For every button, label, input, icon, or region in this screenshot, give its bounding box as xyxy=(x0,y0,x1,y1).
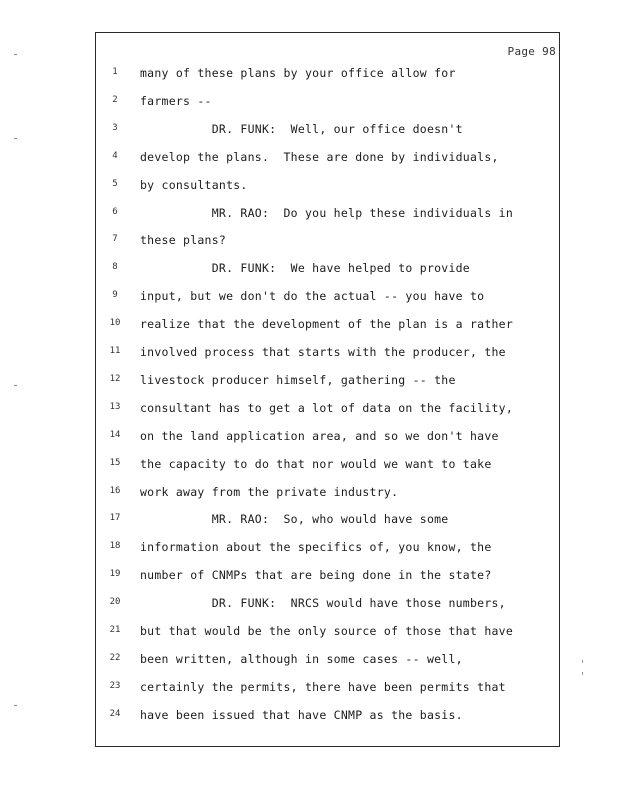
line-number: 18 xyxy=(109,541,121,552)
line-text: certainly the permits, there have been permits that xyxy=(140,679,506,694)
line-number: 5 xyxy=(112,178,118,189)
transcript-line xyxy=(0,372,618,388)
line-text: MR. RAO: So, who would have some xyxy=(140,512,449,527)
line-number: 22 xyxy=(109,652,121,663)
line-number: 19 xyxy=(109,569,121,580)
transcript-line xyxy=(0,177,618,193)
line-text: by consultants. xyxy=(140,177,248,192)
scan-mark xyxy=(14,54,17,55)
line-text: livestock producer himself, gathering -- the xyxy=(140,372,456,387)
line-text: DR. FUNK: Well, our office doesn't xyxy=(140,121,463,136)
scan-mark xyxy=(582,660,583,663)
line-number: 17 xyxy=(109,513,121,524)
transcript-line xyxy=(0,651,618,667)
line-text: work away from the private industry. xyxy=(140,484,399,499)
line-text: the capacity to do that nor would we want to take xyxy=(140,456,492,471)
line-number: 16 xyxy=(109,485,121,496)
scan-mark xyxy=(14,385,17,386)
transcript-line xyxy=(0,400,618,416)
transcript-line xyxy=(0,288,618,304)
transcript-line xyxy=(0,65,618,81)
line-number: 3 xyxy=(112,122,118,133)
transcript-line xyxy=(0,93,618,109)
line-number: 1 xyxy=(112,67,118,77)
transcript-page-frame xyxy=(95,32,560,747)
line-text: been written, although in some cases -- well, xyxy=(140,651,463,666)
line-number: 24 xyxy=(109,708,121,719)
line-text: number of CNMPs that are being done in the state? xyxy=(140,568,492,583)
scan-mark xyxy=(14,138,17,139)
line-text: farmers -- xyxy=(140,93,212,108)
line-text: MR. RAO: Do you help these individuals in xyxy=(140,205,514,220)
line-text: DR. FUNK: We have helped to provide xyxy=(140,261,470,276)
line-number: 8 xyxy=(112,262,118,273)
line-number: 20 xyxy=(109,597,121,608)
transcript-line xyxy=(0,595,618,611)
page-number: Page 98 xyxy=(507,45,556,58)
scan-mark xyxy=(582,672,583,675)
transcript-line xyxy=(0,428,618,444)
line-number: 6 xyxy=(112,206,118,217)
line-number: 12 xyxy=(109,373,121,384)
transcript-line xyxy=(0,623,618,639)
transcript-line xyxy=(0,205,618,221)
transcript-line xyxy=(0,511,618,527)
line-text: involved process that starts with the producer, the xyxy=(140,345,506,359)
line-text: have been issued that have CNMP as the basis. xyxy=(140,707,463,722)
transcript-line xyxy=(0,260,618,276)
transcript-line xyxy=(0,316,618,332)
scan-mark xyxy=(14,705,17,706)
transcript-line xyxy=(0,679,618,695)
line-text: many of these plans by your office allow for xyxy=(140,66,456,80)
line-number: 21 xyxy=(109,625,121,635)
transcript-line xyxy=(0,344,618,360)
line-text: develop the plans. These are done by individuals, xyxy=(140,149,499,164)
line-text: input, but we don't do the actual -- you have to xyxy=(140,289,485,304)
line-number: 10 xyxy=(109,318,121,329)
transcript-line xyxy=(0,456,618,472)
line-text: DR. FUNK: NRCS would have those numbers, xyxy=(140,596,506,611)
line-number: 2 xyxy=(112,94,118,105)
line-number: 4 xyxy=(112,150,118,161)
line-text: on the land application area, and so we don't have xyxy=(140,428,499,443)
line-number: 9 xyxy=(112,290,118,301)
line-text: information about the specifics of, you know, the xyxy=(140,540,492,555)
line-number: 13 xyxy=(109,401,121,412)
line-number: 15 xyxy=(109,457,121,468)
line-text: but that would be the only source of those that have xyxy=(140,624,514,638)
transcript-line xyxy=(0,484,618,500)
line-number: 14 xyxy=(109,429,121,440)
transcript-line xyxy=(0,149,618,165)
line-text: these plans? xyxy=(140,233,227,248)
line-number: 23 xyxy=(109,680,121,691)
line-number: 7 xyxy=(112,234,118,245)
transcript-line xyxy=(0,232,618,248)
line-text: realize that the development of the plan is a rather xyxy=(140,317,514,332)
transcript-line xyxy=(0,539,618,555)
transcript-line xyxy=(0,567,618,583)
transcript-line xyxy=(0,121,618,137)
transcript-line xyxy=(0,707,618,723)
line-text: consultant has to get a lot of data on the facility, xyxy=(140,400,514,415)
line-number: 11 xyxy=(109,346,121,356)
